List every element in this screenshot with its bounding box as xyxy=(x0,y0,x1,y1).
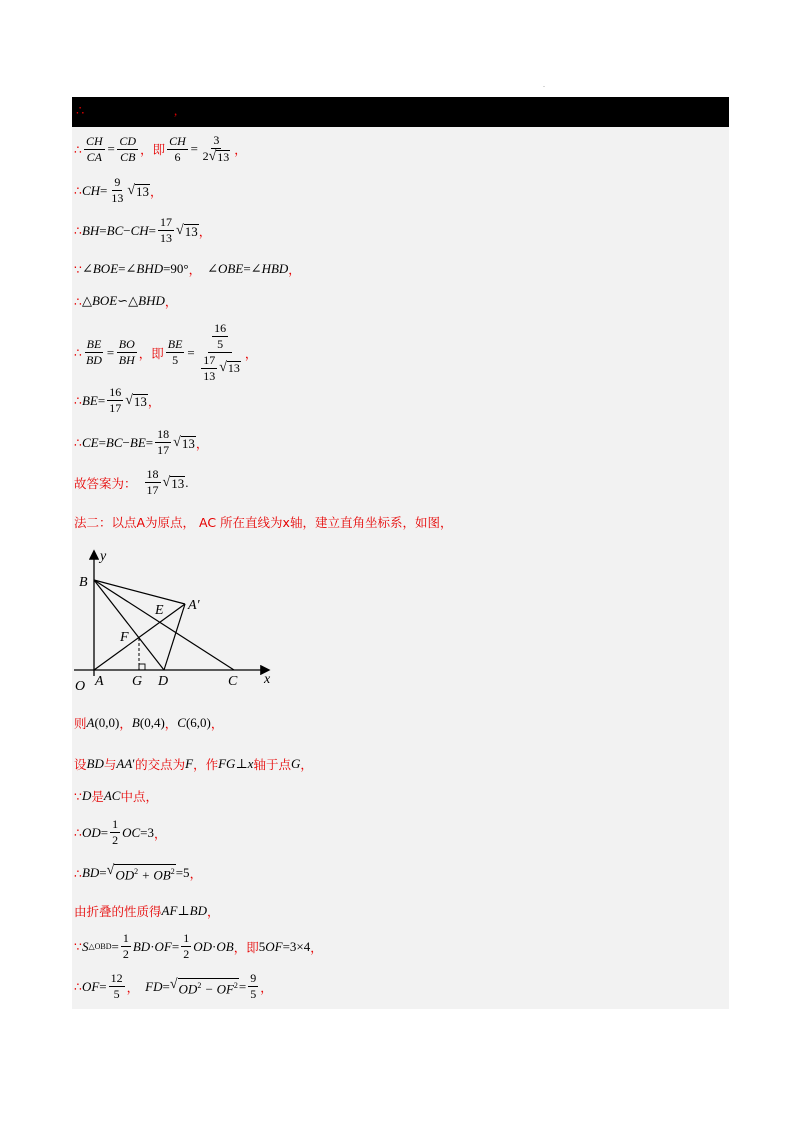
label-a: A xyxy=(95,674,104,689)
label-e: E xyxy=(155,603,164,618)
step-be-value: ∴ BE = $\frac{16}{17}$ √ 13 ， xyxy=(74,385,161,415)
step-similar: ∴ △ BOE ∽△ BHD ， xyxy=(74,293,178,309)
step-of-fd: ∴ OF = $\frac{12}{5}$ ， FD = √ $OD^2 - OF^2$ = $\frac{9}{5}$ ， xyxy=(74,971,273,1001)
page-mark: . xyxy=(543,80,545,89)
therefore-symbol: ∴ xyxy=(76,103,85,118)
step-angles: ∵ ∠ BOE =∠ BHD =90° ， ∠ OBE =∠ HBD ， xyxy=(74,261,301,277)
label-b: B xyxy=(79,575,88,590)
answer-line: 故答案为： $\frac{18}{17}$ √ 13 . xyxy=(74,467,189,497)
label-a-prime: A′ xyxy=(188,598,200,613)
segment-bc xyxy=(94,580,234,670)
label-c: C xyxy=(228,674,238,689)
comma: , xyxy=(174,103,178,118)
label-f: F xyxy=(120,630,129,645)
step-define-f: 设 BD 与 AA ′ 的交点为 F ，作 FG ⊥ x 轴于点 G ， xyxy=(74,756,313,772)
step-ratio-be: ∴ $\frac{BE}{BD}$ = $\frac{BO}{BH}$ ， 即 $\frac{BE}{5}$ = $\frac{16}{5}$ $\frac{17}{13}$ √ 13 ， xyxy=(74,321,258,383)
step-ratio-ch: ∴ $\frac{CH}{CA}$ = $\frac{CD}{CB}$ ， 即 $\frac{CH}{6}$ = 3 2 √ 13 ， xyxy=(74,133,247,164)
step-midpoint: ∵ D 是 AC 中点， xyxy=(74,788,158,804)
label-y: y xyxy=(100,549,107,564)
right-angle-mark xyxy=(139,664,145,670)
step-bd-value: ∴ BD = √ $OD^2 + OB^2$ =5 ， xyxy=(74,863,203,883)
step-coordinates: 则 A (0,0) ， B (0,4) ， C (6,0) ， xyxy=(74,715,224,731)
label-g: G xyxy=(132,674,143,689)
step-folding: 由折叠的性质得 AF ⊥ BD ， xyxy=(74,903,220,919)
step-ch-value: ∴ CH = $\frac{9}{13}$ √ 13 ， xyxy=(74,175,163,205)
header-bar xyxy=(72,97,729,127)
coordinate-diagram xyxy=(70,546,280,696)
label-x: x xyxy=(264,672,271,687)
step-od-value: ∴ OD = $\frac{1}{2}$ OC =3 ， xyxy=(74,817,167,847)
step-ce-value: ∴ CE = BC − BE = $\frac{18}{17}$ √ 13 ， xyxy=(74,427,209,457)
step-bh-value: ∴ BH = BC − CH = $\frac{17}{13}$ √ 13 ， xyxy=(74,215,212,245)
segment-ba xyxy=(94,580,185,604)
segment-bd xyxy=(94,580,164,670)
label-o: O xyxy=(75,679,86,694)
method-two-intro: 法二：以点A为原点， AC 所在直线为x轴，建立直角坐标系，如图， xyxy=(74,515,453,530)
label-d: D xyxy=(158,674,169,689)
step-area: ∵ S △OBD = $\frac{1}{2}$ BD · OF = $\frac{1}{2}$ OD · OB ， 即 5 OF =3×4 ， xyxy=(74,931,323,961)
